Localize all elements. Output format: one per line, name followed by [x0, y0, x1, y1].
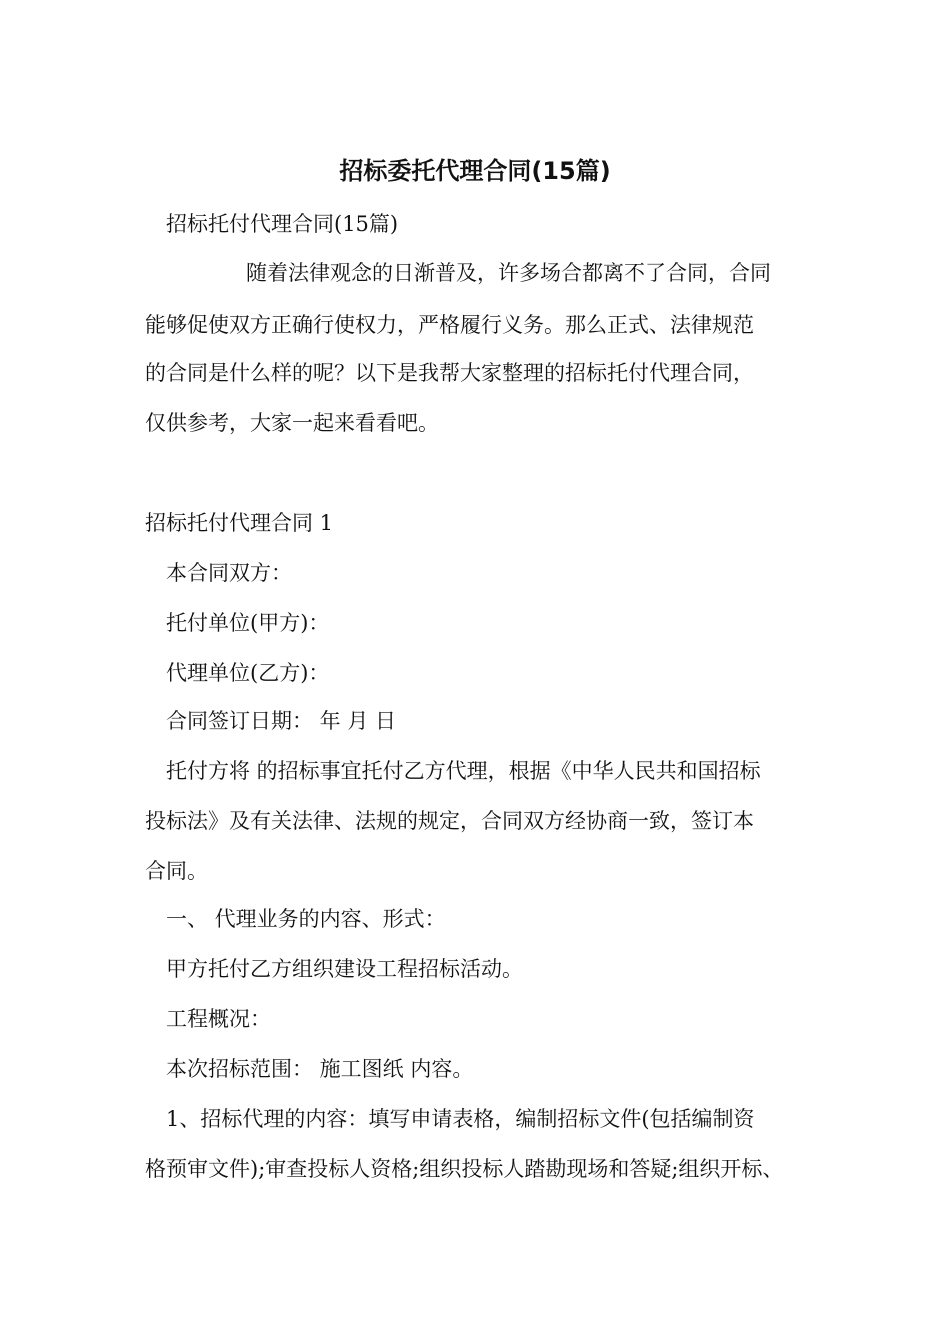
item-1-line: 1、招标代理的内容：填写申请表格，编制招标文件(包括编制资	[166, 1107, 755, 1131]
section-1-title: 一、 代理业务的内容、形式：	[166, 907, 446, 931]
party-b-label: 代理单位(乙方)：	[166, 661, 330, 685]
party-a-label: 托付单位(甲方)：	[166, 611, 330, 635]
intro-line: 能够促使双方正确行使权力，严格履行义务。那么正式、法律规范	[145, 313, 754, 337]
contract-heading: 招标托付代理合同 1	[145, 511, 334, 535]
tender-scope: 本次招标范围： 施工图纸 内容。	[166, 1057, 474, 1081]
project-overview: 工程概况：	[166, 1007, 271, 1031]
document-subtitle: 招标托付代理合同(15篇)	[166, 212, 399, 236]
intro-line: 随着法律观念的日渐普及，许多场合都离不了合同，合同	[246, 261, 771, 285]
preamble-line: 托付方将 的招标事宜托付乙方代理，根据《中华人民共和国招标	[166, 759, 761, 783]
contract-parties: 本合同双方：	[166, 561, 292, 585]
document-title: 招标委托代理合同(15篇)	[339, 157, 611, 185]
intro-line: 仅供参考，大家一起来看看吧。	[145, 411, 439, 435]
intro-line: 的合同是什么样的呢？以下是我帮大家整理的招标托付代理合同，	[145, 361, 754, 385]
section-1-body: 甲方托付乙方组织建设工程招标活动。	[166, 957, 523, 981]
preamble-line: 合同。	[145, 859, 208, 883]
preamble-line: 投标法》及有关法律、法规的规定，合同双方经协商一致，签订本	[145, 809, 754, 833]
sign-date: 合同签订日期： 年 月 日	[166, 709, 397, 733]
item-1-line: 格预审文件);审查投标人资格;组织投标人踏勘现场和答疑;组织开标、	[145, 1157, 784, 1181]
